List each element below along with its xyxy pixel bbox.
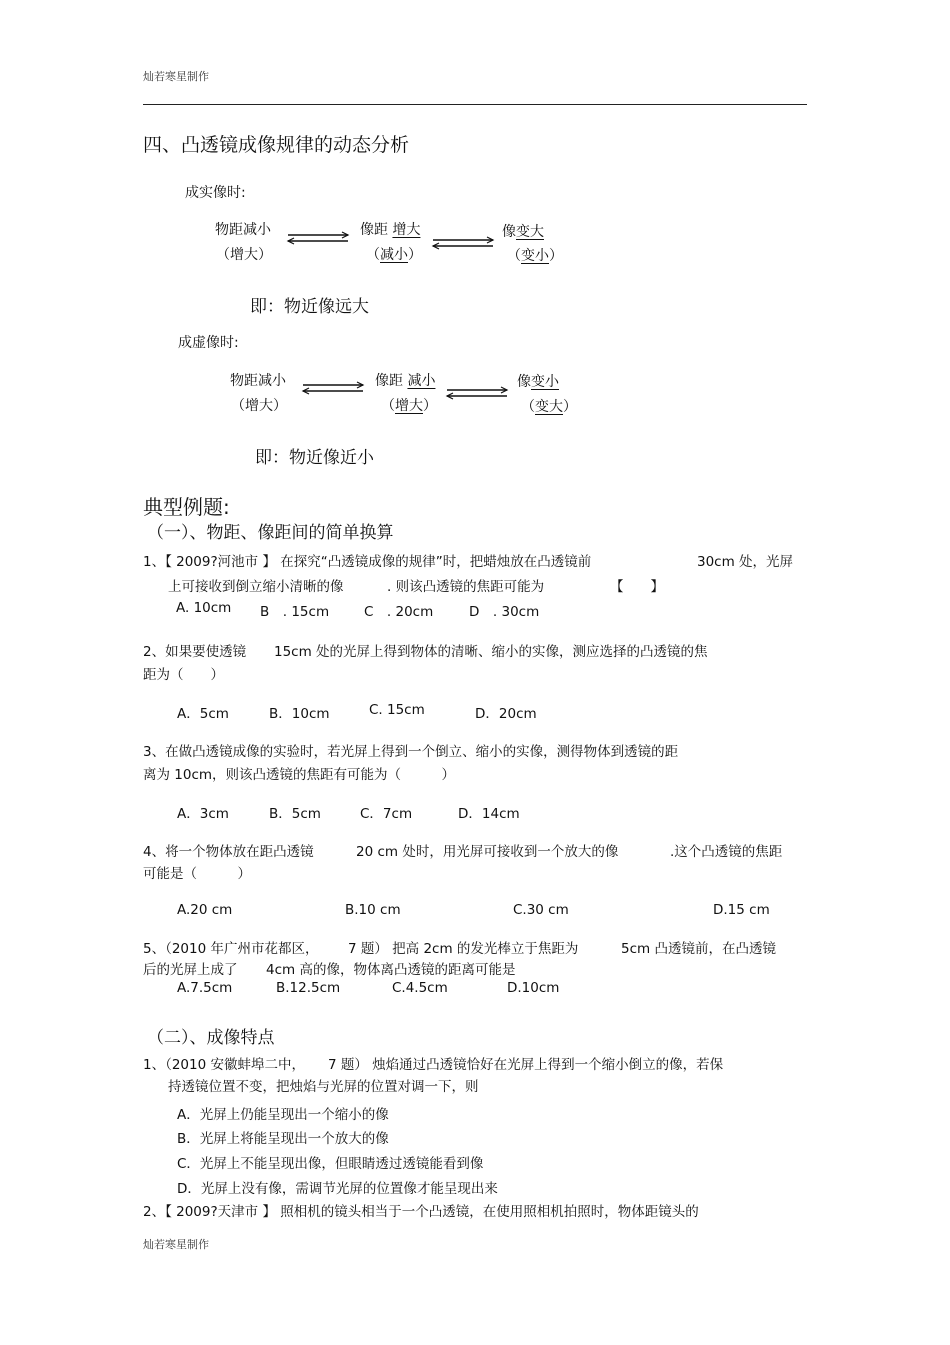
p1-q1-line1b: 30cm 处，光屏 (697, 554, 794, 570)
virtual-arrow-2 (447, 386, 509, 400)
p1-q2-option-d: D．20cm (475, 706, 537, 722)
real-summary: 即：物近像远大 (250, 297, 369, 317)
virtual-arrow-1 (303, 381, 365, 395)
p1-q4-option-b: B.10 cm (345, 902, 401, 918)
virtual-image-label: 成虚像时: (178, 335, 239, 351)
p1-q5-line2a: 后的光屏上成了 (143, 962, 238, 978)
part2-title: （二）、成像特点 (147, 1028, 275, 1048)
virtual-obj-line1: 物距减小 (230, 373, 286, 389)
p1-q3-option-c: C．7cm (360, 806, 413, 822)
p1-q4-option-c: C.30 cm (513, 902, 569, 918)
real-img-dist-alt: （减小） (366, 247, 422, 263)
virtual-img-size: 像变小 (517, 374, 559, 390)
virtual-obj-line2: （增大） (231, 398, 287, 414)
p1-q1-line2b: . 则该凸透镜的焦距可能为 (387, 579, 545, 595)
p1-q1-option-b: B . 15cm (260, 604, 330, 620)
p1-q3-option-b: B．5cm (269, 806, 321, 822)
p1-q5-line1c: 5cm 凸透镜前，在凸透镜 (621, 941, 776, 957)
virtual-summary: 即：物近像近小 (255, 448, 374, 468)
p1-q1-option-d: D . 30cm (469, 604, 540, 620)
real-img-size-alt: （变小） (507, 248, 563, 264)
p1-q5-line1a: 5、（2010 年广州市花都区， (143, 941, 319, 957)
p2-q1-option-d: D．光屏上没有像，需调节光屏的位置像才能呈现出来 (177, 1181, 498, 1197)
real-arrow-2 (433, 236, 495, 250)
virtual-img-dist: 像距 减小 (375, 373, 436, 389)
p1-q2-line1b: 15cm 处的光屏上得到物体的清晰、缩小的实像，测应选择的凸透镜的焦 (274, 644, 708, 660)
p1-q5-option-a: A.7.5cm (177, 980, 233, 996)
p1-q5-option-d: D.10cm (507, 980, 560, 996)
p1-q4-line1a: 4、将一个物体放在距凸透镜 (143, 844, 314, 860)
p1-q3-option-a: A．3cm (177, 806, 229, 822)
real-image-label: 成实像时: (185, 185, 246, 201)
p1-q2-line1a: 2、如果要使透镜 (143, 644, 247, 660)
p2-q1-option-b: B．光屏上将能呈现出一个放大的像 (177, 1131, 389, 1147)
p1-q4-line1b: 20 cm 处时，用光屏可接收到一个放大的像 (356, 844, 619, 860)
p1-q2-option-b: B．10cm (269, 706, 330, 722)
examples-title: 典型例题: (143, 495, 230, 519)
p1-q3-line1: 3、在做凸透镜成像的实验时，若光屏上得到一个倒立、缩小的实像，测得物体到透镜的距 (143, 744, 679, 760)
p1-q2-line2: 距为（ ） (143, 667, 224, 683)
p1-q4-option-a: A.20 cm (177, 902, 233, 918)
p1-q5-option-c: C.4.5cm (392, 980, 448, 996)
p2-q2-line1: 2、【 2009?天津市 】 照相机的镜头相当于一个凸透镜，在使用照相机拍照时，物体距镜头的 (143, 1204, 699, 1220)
p1-q1-option-c: C . 20cm (364, 604, 434, 620)
p1-q3-line2: 离为 10cm，则该凸透镜的焦距有可能为（ ） (143, 767, 456, 783)
real-obj-line1: 物距减小 (215, 222, 271, 238)
real-arrow-1 (288, 231, 350, 245)
section-title: 四、凸透镜成像规律的动态分析 (143, 134, 410, 156)
p1-q4-option-d: D.15 cm (713, 902, 770, 918)
p2-q1-option-a: A．光屏上仍能呈现出一个缩小的像 (177, 1107, 389, 1123)
p1-q5-option-b: B.12.5cm (276, 980, 341, 996)
virtual-img-dist-alt: （增大） (381, 398, 437, 414)
part1-title: （一）、物距、像距间的简单换算 (147, 523, 394, 543)
p2-q1-line1b: 7 题） 烛焰通过凸透镜恰好在光屏上得到一个缩小倒立的像，若保 (328, 1057, 724, 1073)
p1-q2-option-a: A．5cm (177, 706, 229, 722)
p2-q1-line1a: 1、（2010 安徽蚌埠二中， (143, 1057, 305, 1073)
page-footer: 灿若寒星制作 (143, 1238, 209, 1251)
page-header: 灿若寒星制作 (143, 70, 209, 83)
p1-q1-line2c: 【 】 (610, 579, 664, 595)
p1-q4-line1c: .这个凸透镜的焦距 (670, 844, 783, 860)
p1-q1-option-a: A. 10cm (176, 600, 232, 616)
p1-q1-line1a: 1、【 2009?河池市 】 在探究“凸透镜成像的规律”时，把蜡烛放在凸透镜前 (143, 554, 592, 570)
real-img-size: 像变大 (502, 224, 544, 240)
p1-q5-line1b: 7 题） 把高 2cm 的发光棒立于焦距为 (348, 941, 579, 957)
real-obj-line2: （增大） (216, 247, 272, 263)
p1-q1-line2a: 上可接收到倒立缩小清晰的像 (168, 579, 344, 595)
virtual-img-size-alt: （变大） (521, 399, 577, 415)
p1-q4-line2: 可能是（ ） (143, 866, 251, 882)
p1-q3-option-d: D．14cm (458, 806, 520, 822)
p2-q1-option-c: C．光屏上不能呈现出像，但眼睛透过透镜能看到像 (177, 1156, 484, 1172)
real-img-dist: 像距 增大 (360, 222, 421, 238)
header-rule (143, 104, 807, 105)
p2-q1-line2: 持透镜位置不变，把烛焰与光屏的位置对调一下，则 (168, 1079, 479, 1095)
p1-q5-line2b: 4cm 高的像，物体离凸透镜的距离可能是 (266, 962, 516, 978)
p1-q2-option-c: C. 15cm (369, 702, 425, 718)
